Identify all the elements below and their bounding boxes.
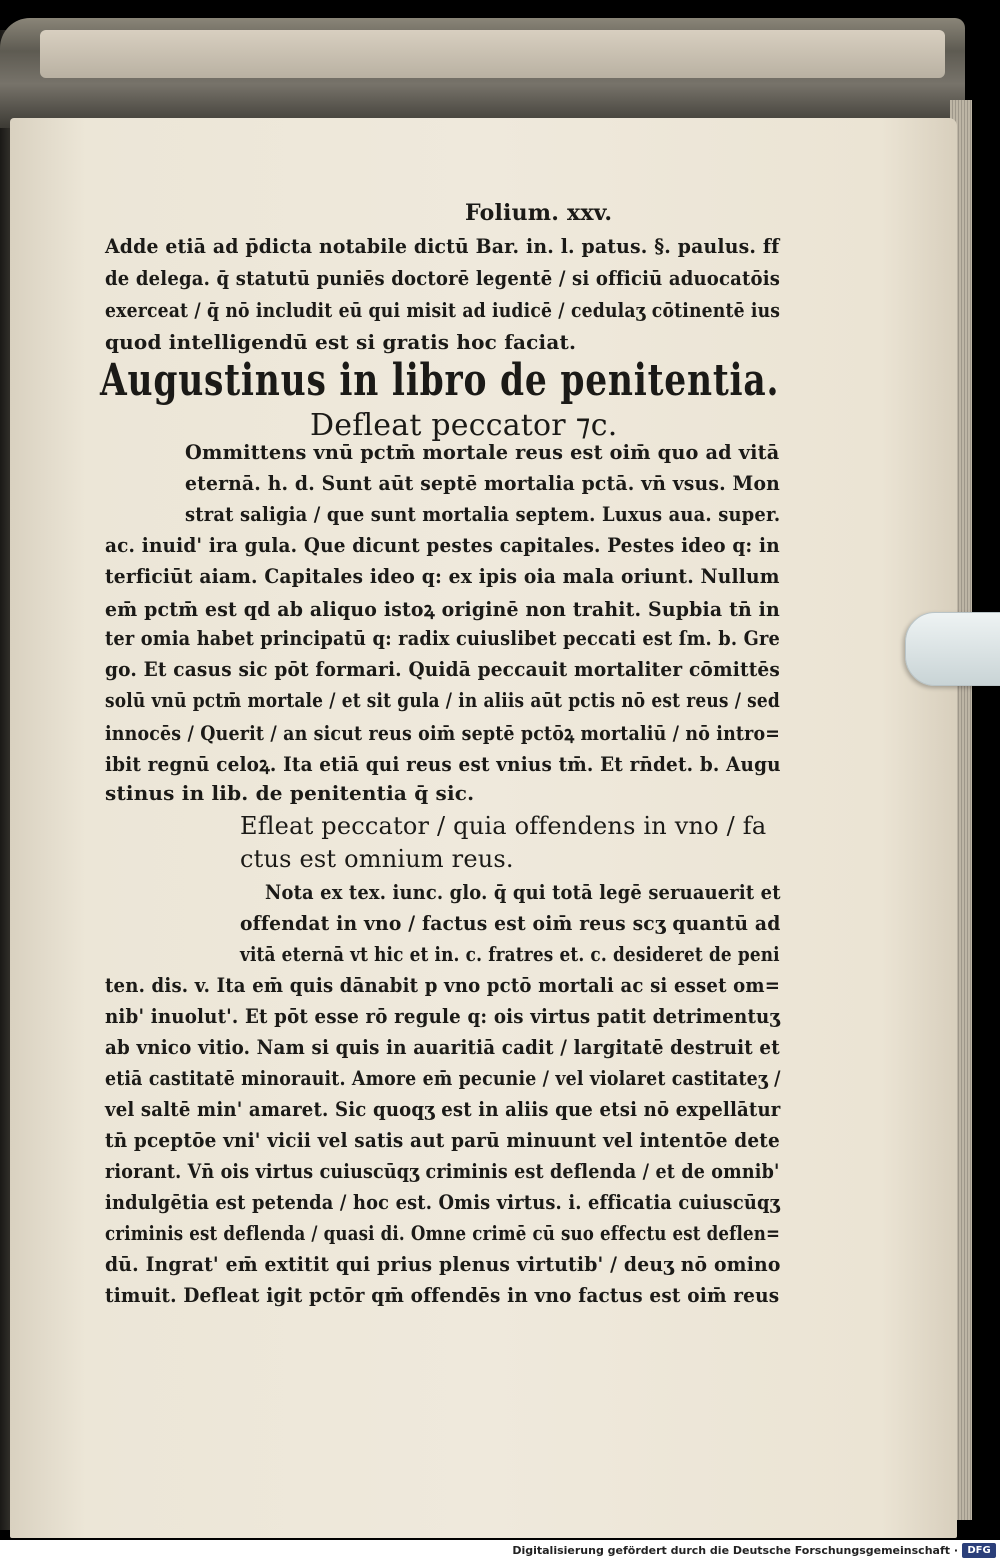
book-top-edge bbox=[0, 18, 965, 128]
gloss-line: riorant. Vn̄ ois virtus cuiuscūqʒ criminis est deflenda / et de omnib' bbox=[105, 1159, 780, 1183]
gloss-line: Nota ex tex. iunc. glo. q̄ qui totā legē seruauerit et bbox=[265, 880, 781, 904]
body-line: eternā. h. d. Sunt aūt septē mortalia pctā. vn̄ vsus. Mon bbox=[185, 471, 780, 495]
gloss-line: offendat in vno / factus est oim̄ reus scʒ quantū ad bbox=[240, 911, 781, 935]
gloss-line: dū. Ingrat' em̄ extitit qui prius plenus virtutib' / deuʒ nō omino bbox=[105, 1252, 781, 1276]
gloss-line: ten. dis. v. Ita em̄ quis dānabit p vno pctō mortali ac si esset om= bbox=[105, 973, 781, 997]
dfg-logo: DFG bbox=[962, 1543, 996, 1558]
gloss-line: etiā castitatē minorauit. Amore em̄ pecunie / vel violaret castitateʒ / bbox=[105, 1066, 781, 1090]
intro-line: exerceat / q̄ nō includit eū qui misit ad iudicē / cedulaʒ cōtinentē ius bbox=[105, 298, 781, 322]
body-line: ter omia habet principatū q: radix cuiuslibet peccati est ſm. b. Gre bbox=[105, 626, 780, 650]
footer-credit: Digitalisierung gefördert durch die Deutsche Forschungsgemeinschaft · bbox=[512, 1544, 958, 1557]
gloss-line: timuit. Defleat igit pctōr qm̄ offendēs in vno factus est oim̄ reus bbox=[105, 1283, 780, 1307]
verse-line: ctus est omnium reus. bbox=[240, 845, 514, 873]
body-line: em̄ pctm̄ est qd ab aliquo istoꝝ originē non trahit. Supbia tn̄ in bbox=[105, 597, 780, 621]
section-subheading: Defleat peccator ⁊c. bbox=[310, 408, 618, 443]
body-line: innocēs / Querit / an sicut reus oim̄ septē pctōꝝ mortaliū / nō intro= bbox=[105, 721, 781, 745]
gloss-line: ab vnico vitio. Nam si quis in auaritiā cadit / largitatē destruit et bbox=[105, 1035, 780, 1059]
page-edges bbox=[40, 30, 945, 78]
page-marker-tab bbox=[905, 612, 1000, 686]
section-heading: Augustinus in libro de penitentia. bbox=[100, 355, 780, 406]
body-line: terficiūt aiam. Capitales ideo q: ex ipis oia mala oriunt. Nullum bbox=[105, 564, 780, 588]
body-line: Ommittens vnū pctm̄ mortale reus est oim̄ quo ad vitā bbox=[185, 440, 780, 464]
gloss-line: indulgētia est petenda / hoc est. Omis virtus. i. efficatia cuiuscūqʒ bbox=[105, 1190, 780, 1214]
intro-line: Adde etiā ad p̄dicta notabile dictū Bar. in. l. patus. §. paulus. ff bbox=[105, 234, 780, 258]
body-line: ibit regnū celoꝝ. Ita etiā qui reus est vnius tm̄. Et rn̄det. b. Augu bbox=[105, 752, 781, 776]
body-line: solū vnū pctm̄ mortale / et sit gula / in aliis aūt pctis nō est reus / sed bbox=[105, 688, 780, 712]
intro-line: quod intelligendū est si gratis hoc faciat. bbox=[105, 330, 577, 354]
verse-line: Efleat peccator / quia offendens in vno / fa bbox=[240, 812, 767, 840]
body-line: stinus in lib. de penitentia q̄ sic. bbox=[105, 781, 475, 805]
intro-line: de delega. q̄ statutū puniēs doctorē legentē / si officiū aduocatōis bbox=[105, 266, 781, 290]
gloss-line: tn̄ pceptōe vni' vicii vel satis aut parū minuunt vel intentōe dete bbox=[105, 1128, 780, 1152]
folio-number: Folium. xxv. bbox=[465, 200, 613, 226]
body-line: go. Et casus sic pōt formari. Quidā peccauit mortaliter cōmittēs bbox=[105, 657, 781, 681]
body-line: ac. inuid' ira gula. Que dicunt pestes capitales. Pestes ideo q: in bbox=[105, 533, 780, 557]
footer-bar bbox=[0, 1540, 1000, 1562]
body-line: strat saligia / que sunt mortalia septem. Luxus aua. super. bbox=[185, 502, 781, 526]
gloss-line: vel saltē min' amaret. Sic quoqʒ est in aliis que etsi nō expellātur bbox=[105, 1097, 781, 1121]
gloss-line: criminis est deflenda / quasi di. Omne crimē cū suo effectu est deflen= bbox=[105, 1221, 781, 1245]
gloss-line: nib' inuolut'. Et pōt esse rō regule q: ois virtus patit detrimentuʒ bbox=[105, 1004, 781, 1028]
gloss-line: vitā eternā vt hic et in. c. fratres et. c. desideret de peni bbox=[240, 942, 780, 966]
